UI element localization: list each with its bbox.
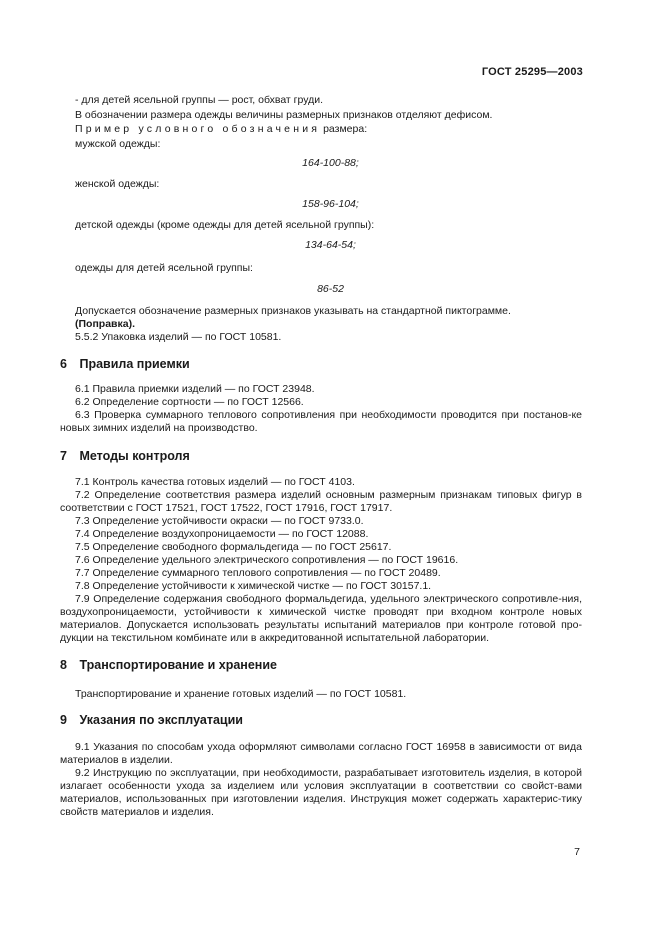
text-line: одежды для детей ясельной группы: bbox=[75, 262, 253, 274]
clause: 7.4 Определение воздухопроницаемости — по ГОСТ 12088. bbox=[75, 528, 369, 540]
text-line: детской одежды (кроме одежды для детей ясельной группы): bbox=[75, 219, 375, 231]
text-line: В обозначении размера одежды величины размерных признаков отделяют дефисом. bbox=[75, 109, 493, 121]
size-example: 134-64-54; bbox=[305, 239, 356, 251]
clause: Транспортирование и хранение готовых изделий — по ГОСТ 10581. bbox=[75, 688, 407, 700]
clause: 7.2 Определение соответствия размера изделий основным размерным признакам типовых фигур в соответствии с ГОСТ 17521, ГОСТ 17522, ГОСТ 17916, ГОСТ 17917. bbox=[60, 489, 582, 514]
amendment-note: (Поправка). bbox=[75, 318, 136, 330]
section-number: 9 bbox=[60, 713, 67, 727]
text-line: женской одежды: bbox=[75, 178, 160, 190]
section-body bbox=[60, 741, 582, 819]
size-example: 158-96-104; bbox=[302, 198, 359, 210]
clause: 6.3 Проверка суммарного теплового сопротивления при необходимости проводится при постанов-ке новых зимних изделий на производство. bbox=[60, 409, 582, 434]
text-line: Допускается обозначение размерных признаков указывать на стандартной пиктограмме. bbox=[75, 305, 511, 317]
section-title: Правила приемки bbox=[79, 357, 190, 371]
clause: 9.1 Указания по способам ухода оформляют символами согласно ГОСТ 16958 в зависимости от вида материалов в изделии. bbox=[60, 741, 582, 766]
section-title: Указания по эксплуатации bbox=[79, 713, 243, 727]
clause: 7.1 Контроль качества готовых изделий — по ГОСТ 4103. bbox=[75, 476, 355, 488]
section-number: 7 bbox=[60, 449, 67, 463]
clause: 6.2 Определение сортности — по ГОСТ 12566. bbox=[75, 396, 304, 408]
section-body bbox=[60, 688, 582, 701]
section-heading bbox=[60, 713, 243, 727]
clause: 7.7 Определение суммарного теплового сопротивления — по ГОСТ 20489. bbox=[75, 567, 441, 579]
standard-header: ГОСТ 25295—2003 bbox=[481, 66, 583, 78]
section-title: Транспортирование и хранение bbox=[79, 658, 277, 672]
text-line: 5.5.2 Упаковка изделий — по ГОСТ 10581. bbox=[75, 331, 282, 343]
clause: 7.6 Определение удельного электрического сопротивления — по ГОСТ 19616. bbox=[75, 554, 459, 566]
section-title: Методы контроля bbox=[79, 449, 190, 463]
section-heading bbox=[60, 449, 190, 463]
text-line: - для детей ясельной группы — рост, обхват груди. bbox=[75, 94, 324, 106]
clause: 6.1 Правила приемки изделий — по ГОСТ 23948. bbox=[75, 383, 315, 395]
section-body bbox=[60, 476, 582, 645]
section-body bbox=[60, 383, 582, 435]
clause: 7.8 Определение устойчивости к химической чистке — по ГОСТ 30157.1. bbox=[75, 580, 432, 592]
clause: 9.2 Инструкцию по эксплуатации, при необходимости, разрабатывает изготовитель изделия, в которой излагает особенности ухода за изделием или условия эксплуатации в соответствии со свойст-вами материалов, использованных при изготовлении изделия. Инструкция может содержать характерис-тику свойств материалов и изделия. bbox=[60, 767, 582, 818]
clause: 7.5 Определение свободного формальдегида — по ГОСТ 25617. bbox=[75, 541, 392, 553]
example-label-line bbox=[75, 123, 367, 136]
clause: 7.3 Определение устойчивости окраски — по ГОСТ 9733.0. bbox=[75, 515, 364, 527]
section-heading bbox=[60, 357, 190, 371]
size-example: 86-52 bbox=[317, 283, 344, 295]
size-example: 164-100-88; bbox=[302, 157, 359, 169]
section-heading bbox=[60, 658, 277, 672]
example-label: Пример условного обозначения bbox=[75, 123, 321, 135]
example-label-rest: размера: bbox=[320, 123, 368, 135]
section-number: 6 bbox=[60, 357, 67, 371]
page-number: 7 bbox=[574, 846, 580, 858]
text-line: мужской одежды: bbox=[75, 138, 161, 150]
section-number: 8 bbox=[60, 658, 67, 672]
clause: 7.9 Определение содержания свободного формальдегида, удельного электрического сопротивле-ния, воздухопроницаемости, устойчивости к химической чистке проводят при входном контроле новых материалов. Допускается использовать результаты испытаний материалов при контроле готовой про-дукции на текстильном комбинате или в аккредитованной испытательной лаборатории. bbox=[60, 593, 582, 644]
